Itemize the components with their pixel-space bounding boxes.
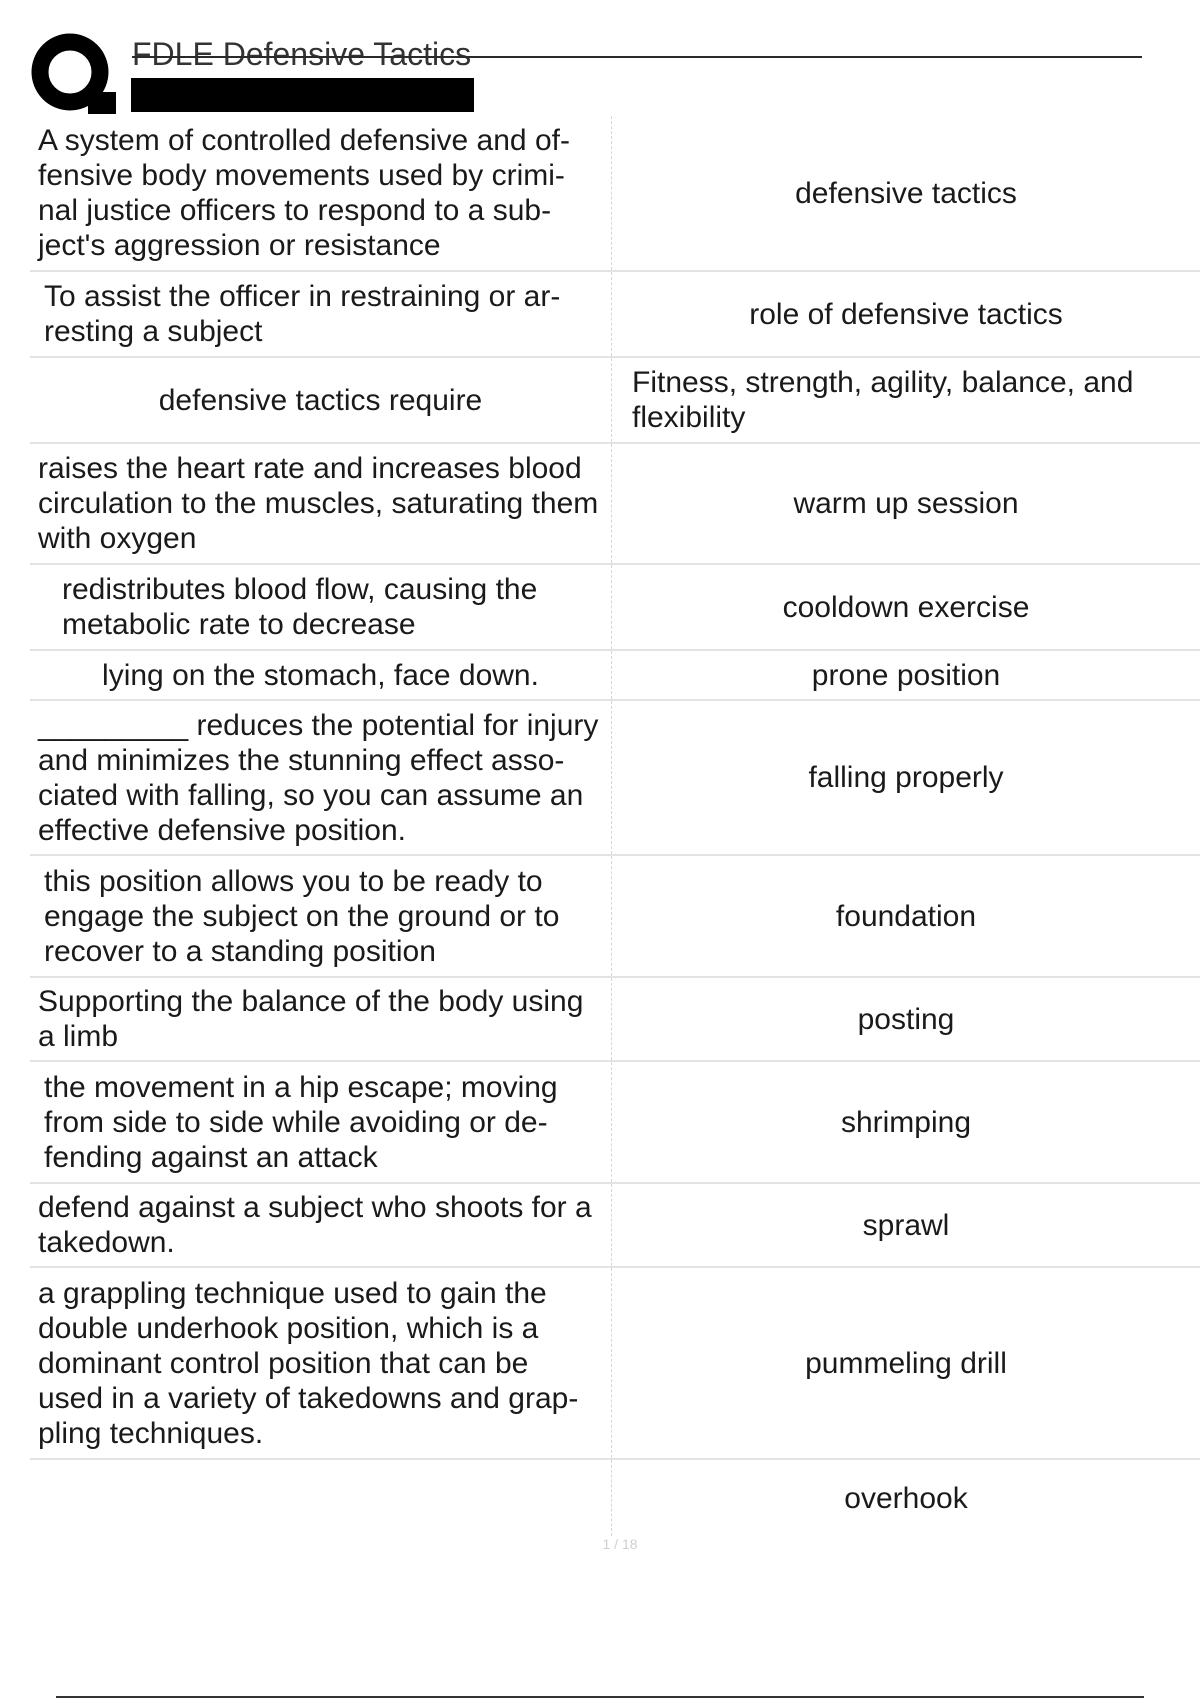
card-definition: posting (857, 1002, 955, 1036)
card-term: raises the heart rate and increases blood circulation to the muscles, saturating them with oxygen (30, 444, 612, 563)
card-definition: warm up session (793, 487, 1019, 520)
card-term: redistributes blood flow, causing the metabolic rate to decrease (30, 565, 612, 649)
card-term: A system of controlled defensive and of-fensive body movements used by crimi-nal justice officers to respond to a sub-ject's aggression or resistance (30, 116, 612, 270)
card-term: defensive tactics require (30, 358, 612, 442)
card-row (30, 358, 1200, 444)
card-row (30, 1268, 1200, 1460)
card-row (30, 565, 1200, 651)
card-definition: sprawl (862, 1208, 950, 1242)
card-term: defend against a subject who shoots for a takedown. (30, 1184, 612, 1266)
card-term (30, 1460, 612, 1536)
card-term: lying on the stomach, face down. (30, 651, 612, 699)
card-row (30, 116, 1200, 272)
card-definition: foundation (835, 899, 977, 933)
card-row (30, 701, 1200, 856)
card-term: this position allows you to be ready to engage the subject on the ground or to recover to a standing position (30, 856, 612, 976)
page-number: 1 / 18 (602, 1536, 638, 1552)
card-definition: defensive tactics (795, 176, 1017, 210)
card-definition: falling properly (808, 761, 1004, 794)
card-term: To assist the officer in restraining or ar-resting a subject (30, 272, 612, 356)
card-term: the movement in a hip escape; moving from side to side while avoiding or de-fending against an attack (30, 1062, 612, 1182)
quizlet-logo-icon (30, 32, 116, 118)
card-row (30, 856, 1200, 978)
card-row (30, 1460, 1200, 1536)
card-definition: prone position (811, 658, 1001, 692)
redaction-bar (131, 78, 474, 112)
flashcard-table (30, 116, 1200, 1536)
card-row (30, 1184, 1200, 1268)
card-row (30, 978, 1200, 1062)
card-row (30, 272, 1200, 358)
card-row (30, 651, 1200, 701)
card-definition: Fitness, strength, agility, balance, and flexibility (632, 366, 1134, 434)
card-definition: pummeling drill (805, 1346, 1007, 1380)
card-term: Supporting the balance of the body using a limb (30, 978, 612, 1060)
card-row (30, 444, 1200, 565)
card-definition: overhook (844, 1481, 968, 1515)
card-term: a grappling technique used to gain the double underhook position, which is a dominant control position that can be used in a variety of takedowns and grap-pling techniques. (30, 1268, 612, 1458)
card-term: _________ reduces the potential for injury and minimizes the stunning effect asso-ciated with falling, so you can assume an effective defensive position. (30, 701, 612, 854)
card-definition: shrimping (840, 1105, 972, 1139)
card-definition: cooldown exercise (782, 590, 1030, 624)
title-strikethrough-line (132, 56, 1142, 58)
footer-rule (56, 1696, 1144, 1698)
card-definition: role of defensive tactics (749, 297, 1063, 331)
document-title: FDLE Defensive Tactics (132, 36, 472, 72)
card-row (30, 1062, 1200, 1184)
